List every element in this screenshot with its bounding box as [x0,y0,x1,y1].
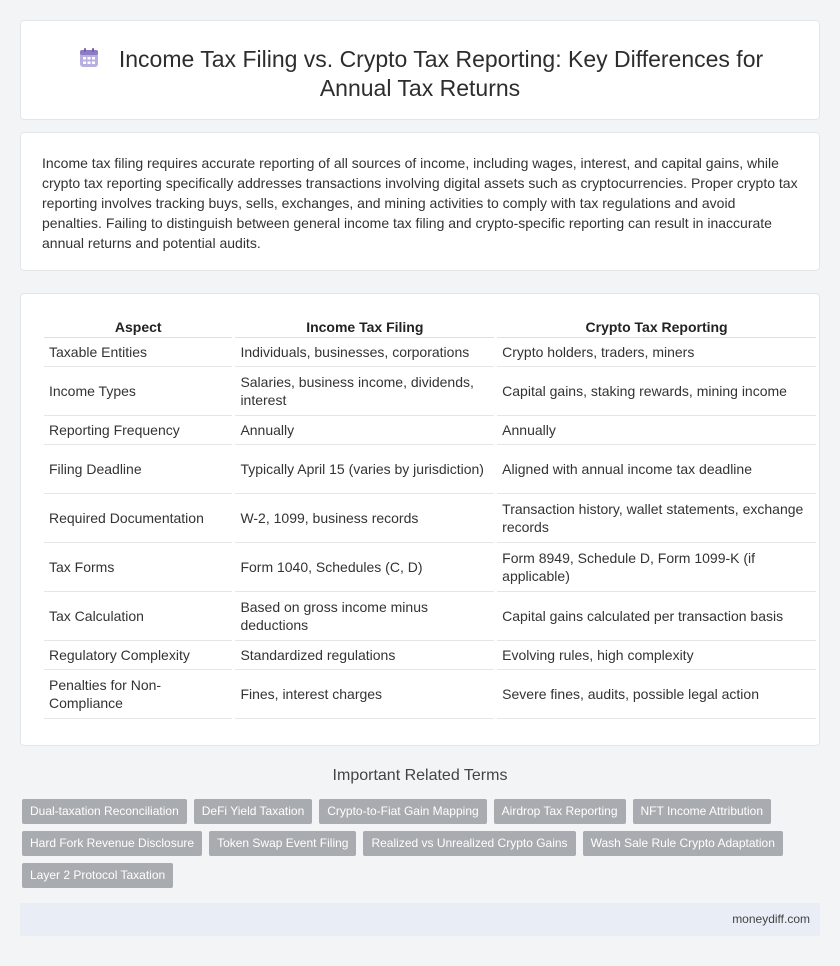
comparison-table-card [20,293,820,746]
related-term-tag[interactable]: Layer 2 Protocol Taxation [22,863,173,888]
table-cell: Required Documentation [44,494,232,543]
page-title-text: Income Tax Filing vs. Crypto Tax Reporting: Key Differences for Annual Tax Returns [118,46,764,101]
related-term-tag[interactable]: Realized vs Unrealized Crypto Gains [363,831,575,856]
table-cell: Annually [497,416,816,445]
column-header-crypto-tax: Crypto Tax Reporting [497,314,816,338]
table-cell: Crypto holders, traders, miners [497,338,816,367]
table-cell: Evolving rules, high complexity [497,641,816,670]
column-header-aspect: Aspect [44,314,232,338]
footer-site-link[interactable]: moneydiff.com [732,912,810,926]
table-cell: Reporting Frequency [44,416,232,445]
table-cell: Income Types [44,367,232,416]
table-cell: Form 1040, Schedules (C, D) [235,543,494,592]
related-term-tag[interactable]: Airdrop Tax Reporting [494,799,626,824]
table-cell: Transaction history, wallet statements, exchange records [497,494,816,543]
related-term-tag[interactable]: Hard Fork Revenue Disclosure [22,831,202,856]
table-row [44,543,816,592]
table-cell: Salaries, business income, dividends, interest [235,367,494,416]
table-cell: Filing Deadline [44,445,232,494]
table-cell: Typically April 15 (varies by jurisdiction) [235,445,494,494]
related-term-tag[interactable]: DeFi Yield Taxation [194,799,313,824]
table-cell: Severe fines, audits, possible legal action [497,670,816,719]
related-term-tag[interactable]: Crypto-to-Fiat Gain Mapping [319,799,486,824]
table-cell: Tax Calculation [44,592,232,641]
related-term-tag[interactable]: Wash Sale Rule Crypto Adaptation [583,831,783,856]
table-cell: Tax Forms [44,543,232,592]
table-row [44,338,816,367]
table-cell: Annually [235,416,494,445]
table-row [44,641,816,670]
footer [20,903,820,936]
table-cell: Capital gains calculated per transaction basis [497,592,816,641]
table-header-row [44,314,816,338]
related-terms-heading: Important Related Terms [332,767,508,784]
table-cell: Penalties for Non-Compliance [44,670,232,719]
table-cell: Taxable Entities [44,338,232,367]
table-cell: W-2, 1099, business records [235,494,494,543]
table-row [44,416,816,445]
calendar-grid-icon [77,46,101,70]
table-row [44,367,816,416]
related-term-tag[interactable]: Token Swap Event Filing [209,831,356,856]
table-row [44,494,816,543]
column-header-income-tax: Income Tax Filing [235,314,494,338]
related-term-tag[interactable]: Dual-taxation Reconciliation [22,799,187,824]
header-card [20,20,820,120]
table-cell: Form 8949, Schedule D, Form 1099-K (if applicable) [497,543,816,592]
table-cell: Based on gross income minus deductions [235,592,494,641]
page-title [21,45,819,103]
intro-card [20,132,820,271]
table-row [44,670,816,719]
table-row [44,445,816,494]
table-cell: Individuals, businesses, corporations [235,338,494,367]
related-terms-tags [22,799,802,895]
table-cell: Standardized regulations [235,641,494,670]
table-cell: Regulatory Complexity [44,641,232,670]
comparison-table [41,314,819,719]
table-cell: Capital gains, staking rewards, mining income [497,367,816,416]
table-cell: Fines, interest charges [235,670,494,719]
table-cell: Aligned with annual income tax deadline [497,445,816,494]
table-row [44,592,816,641]
related-term-tag[interactable]: NFT Income Attribution [633,799,772,824]
intro-paragraph: Income tax filing requires accurate reporting of all sources of income, including wages, interest, and capital gains, while crypto tax reporting specifically addresses transactions involving digital assets such as cryptocurrencies. Proper crypto tax reporting involves tracking buys, sells, exchanges, and mining activities to comply with tax regulations and avoid penalties. Failing to distinguish between general income tax filing and crypto-specific reporting can result in inaccurate annual returns and potential audits. [42,155,798,251]
